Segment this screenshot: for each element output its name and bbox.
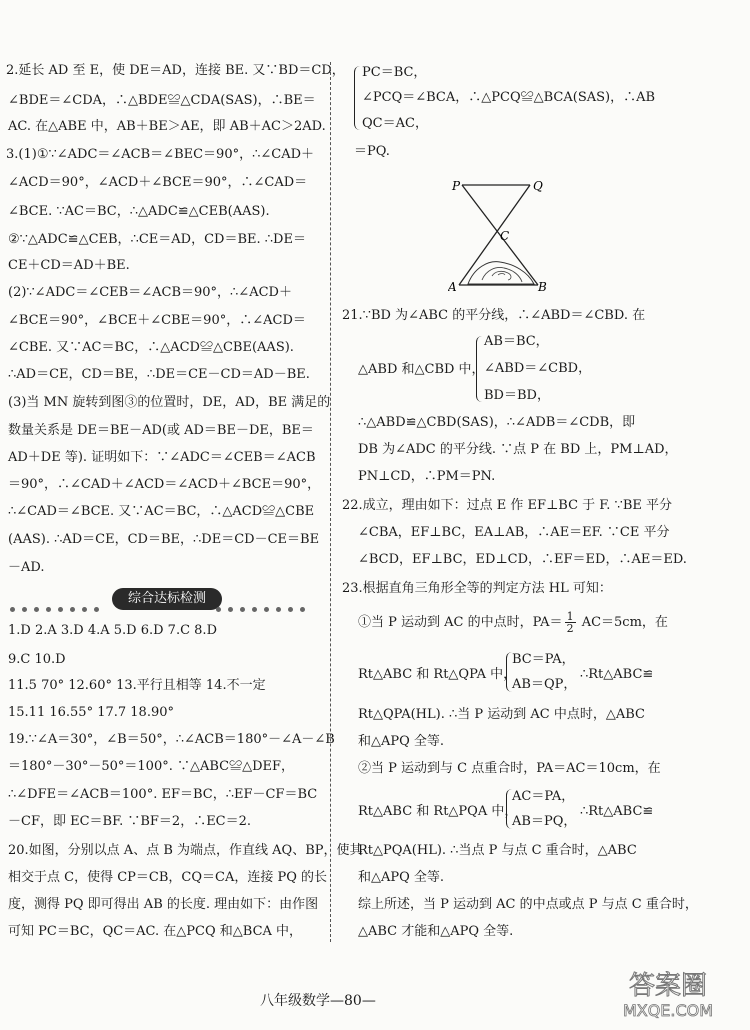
proof-line: ∴∠CAD＝∠BCE. 又∵AC＝BC，∴△ACD≌△CBE [8,504,315,519]
q20-line-1: 20.如图，分别以点 A、点 B 为端点，作直线 AQ、BP，使其 [8,843,363,858]
q23-line-1: 23.根据直角三角形全等的判定方法 HL 可知： [342,581,612,596]
label-p: P [452,179,461,193]
q20-line-4: 可知 PC＝BC，QC＝AC. 在△PCQ 和△BCA 中， [8,924,303,939]
q20-end: ＝PQ. [354,144,390,159]
proof-line: 2.延长 AD 至 E，使 DE＝AD，连接 BE. 又∵BD＝CD， [6,63,345,78]
q21-brace-3: BD＝BD， [484,388,550,403]
q23-line-9: △ABC 才能和△APQ 全等. [358,924,514,939]
q20-brace-3: QC＝AC， [362,116,428,131]
banner-title: 综合达标检测 [112,588,222,610]
q20-brace-1: PC＝BC， [362,65,427,80]
answer-line-1: 1.D 2.A 3.D 4.A 5.D 6.D 7.C 8.D [8,623,217,638]
hourglass-figure [448,172,548,298]
proof-line: 数量关系是 DE＝BE－AD(或 AD＝BE－DE，BE＝ [8,423,314,438]
q19-line-3: ∴∠DFE＝∠ACB＝100°. EF＝BC，∴EF－CF＝BC [8,787,318,802]
proof-line: AC. 在△ABE 中，AB＋BE＞AE，即 AB＋AC＞2AD. [8,119,326,134]
q22-line-3: ∠BCD，EF⊥BC，ED⊥CD，∴EF＝ED，∴AE＝ED. [358,552,687,567]
q23-line-6: Rt△PQA(HL). ∴当点 P 与点 C 重合时，△ABC [358,843,637,858]
proof-line: (2)∵∠ADC＝∠CEB＝∠ACB＝90°，∴∠ACD＋ [8,285,292,300]
q20-line-2: 相交于点 C，使得 CP＝CB，CQ＝CA，连接 PQ 的长 [8,870,328,885]
brace-q20 [354,66,361,130]
q23-line-5: ②当 P 运动到与 C 点重合时，PA＝AC＝10cm，在 [358,761,661,776]
answer-line-3: 11.5 70° 12.60° 13.平行且相等 14.不一定 [8,678,266,693]
proof-line: ∠BDE＝∠CDA，∴△BDE≌△CDA(SAS)，∴BE＝ [8,93,316,108]
proof-line: ∴AD＝CE，CD＝BE，∴DE＝CE－CD＝AD－BE. [8,367,310,382]
q23-brace2-a: AC＝PA， [512,789,575,804]
banner-dots-right [216,597,316,602]
answer-line-4: 15.11 16.55° 17.7 18.90° [8,705,174,720]
label-q: Q [533,179,543,193]
q21-lead: △ABD 和△CBD 中， [358,362,485,377]
label-c: C [500,229,510,243]
q23-line-2: ①当 P 运动到 AC 的中点时，PA＝ $\frac{1}{2}$ AC＝5cm，在 [358,610,668,635]
proof-line: AD＋DE 等). 证明如下：∵∠ADC＝∠CEB＝∠ACB [8,450,316,465]
proof-line: 3.(1)①∵∠ADC＝∠ACB＝∠BEC＝90°，∴∠CAD＋ [6,147,315,162]
proof-line: －AD. [8,560,45,575]
q23-post-2: ∴Rt△ABC≌ [580,804,654,819]
fraction-half: $\frac{1}{2}$ [566,610,574,635]
q20-brace-2: ∠PCQ＝∠BCA，∴△PCQ≌△BCA(SAS)，∴AB [362,90,656,105]
q23-lead-1: Rt△ABC 和 Rt△QPA 中， [358,667,517,682]
label-a: A [448,280,457,294]
column-divider [330,62,331,942]
q19-line-4: －CF，即 EC＝BF. ∵BF＝2，∴EC＝2. [8,814,252,829]
proof-line: ∠ACD＝90°，∠ACD＋∠BCE＝90°，∴∠CAD＝ [8,175,308,190]
q23-brace1-a: BC＝PA， [512,652,575,667]
watermark-logo [598,966,738,1022]
answer-line-2: 9.C 10.D [8,652,66,667]
brace-q21 [476,336,483,402]
q23-brace1-b: AB＝QP， [512,677,577,692]
label-b: B [538,280,547,294]
q23-brace2-b: AB＝PQ， [512,814,577,829]
q23-line-7: 和△APQ 全等. [358,870,445,885]
proof-line: ∠BCE＝90°，∠BCE＋∠CBE＝90°，∴∠ACD＝ [8,313,306,328]
section-banner [4,588,322,610]
q23-lead-2: Rt△ABC 和 Rt△PQA 中， [358,804,518,819]
q21-line-2: ∴△ABD≌△CBD(SAS)，∴∠ADB＝∠CDB，即 [358,415,636,430]
q23-line-3: Rt△QPA(HL). ∴当 P 运动到 AC 中点时，△ABC [358,707,645,722]
q22-line-2: ∠CBA，EF⊥BC，EA⊥AB，∴AE＝EF. ∵CE 平分 [358,525,670,540]
q23-post-1: ∴Rt△ABC≌ [580,667,654,682]
q21-line-3: DB 为∠ADC 的平分线. ∵点 P 在 BD 上，PM⊥AD， [358,442,678,457]
q21-line-1: 21.∵BD 为∠ABC 的平分线，∴∠ABD＝∠CBD. 在 [342,308,646,323]
proof-line: ∠BCE. ∵AC＝BC，∴△ADC≌△CEB(AAS). [8,204,270,219]
page-footer: 八年级数学—80— [260,993,376,1009]
proof-line: CE＋CD＝AD＋BE. [8,258,130,273]
q21-brace-2: ∠ABD＝∠CBD， [484,361,592,376]
q23-line-4: 和△APQ 全等. [358,734,445,749]
banner-dots-left [10,597,110,602]
proof-line: (3)当 MN 旋转到图③的位置时，DE，AD，BE 满足的 [8,395,331,410]
watermark-bottom: MXQE.COM [622,1001,714,1020]
q20-line-3: 度，测得 PQ 即可得出 AB 的长度. 理由如下：由作图 [8,897,319,912]
q21-brace-1: AB＝BC， [484,334,549,349]
proof-line: ∠CBE. 又∵AC＝BC，∴△ACD≌△CBE(AAS). [8,340,294,355]
q21-line-4: PN⊥CD，∴PM＝PN. [358,469,496,484]
proof-line: (AAS). ∴AD＝CE，CD＝BE，∴DE＝CD－CE＝BE [8,532,320,547]
q19-line-1: 19.∵∠A＝30°，∠B＝50°，∴∠ACB＝180°－∠A－∠B [8,732,335,747]
q23-line-8: 综上所述，当 P 运动到 AC 的中点或点 P 与点 C 重合时， [358,897,698,912]
q19-line-2: ＝180°－30°－50°＝100°. ∵△ABC≌△DEF， [8,759,295,774]
proof-line: ②∵△ADC≌△CEB，∴CE＝AD，CD＝BE. ∴DE＝ [8,232,306,247]
watermark-top: 答案圈 [628,971,708,1001]
proof-line: ＝90°，∴∠CAD＋∠ACD＝∠ACD＋∠BCE＝90°， [8,477,321,492]
q22-line-1: 22.成立，理由如下：过点 E 作 EF⊥BC 于 F. ∵BE 平分 [342,498,673,513]
